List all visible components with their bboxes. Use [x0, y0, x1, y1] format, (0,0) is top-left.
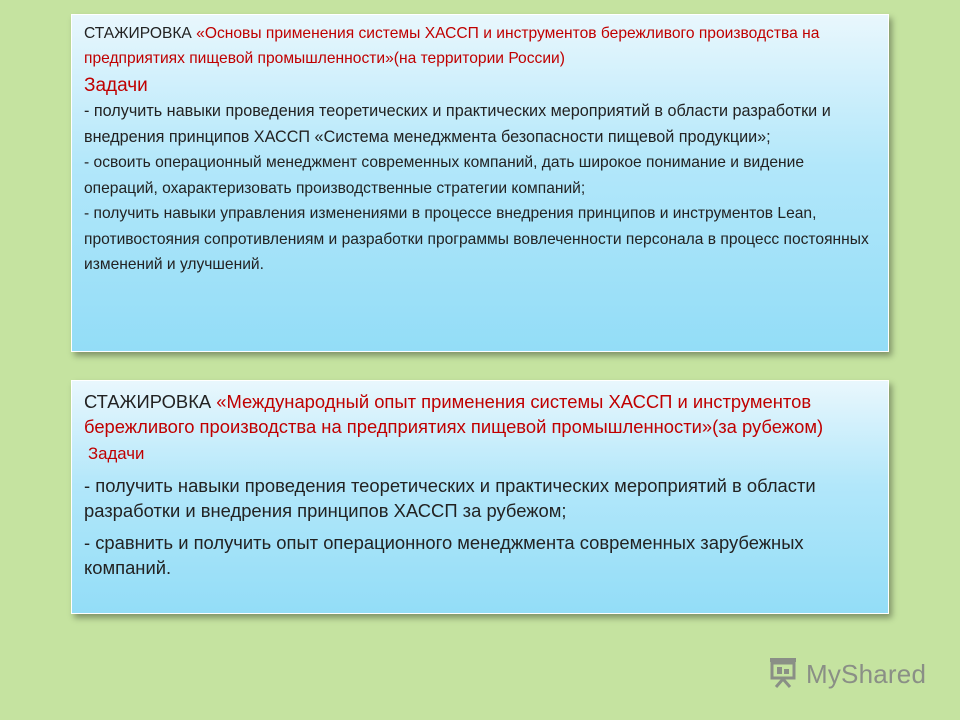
card-title-label: СТАЖИРОВКА — [84, 391, 212, 412]
tasks-heading: Задачи — [84, 75, 148, 96]
task-item: - получить навыки управления изменениями в процессе внедрения принципов и инструментов Lean, противостояния сопротивлениям и разработки программы вовлеченности персонала в процесс постоянных изменений и улучшений. — [84, 205, 869, 273]
task-item: - освоить операционный менеджмент современных компаний, дать широкое понимание и видение операций, охарактеризовать производственные стратегии компаний; — [84, 154, 805, 197]
card-title — [84, 21, 876, 71]
card-title — [84, 389, 876, 439]
card-title-text: «Основы применения системы ХАССП и инструментов бережливого производства на предприятиях пищевой промышленности»(на территории России) — [84, 25, 820, 67]
card-title-label: СТАЖИРОВКА — [84, 25, 192, 42]
presentation-board-icon — [766, 655, 800, 694]
internship-card-abroad — [71, 380, 889, 614]
task-item: - сравнить и получить опыт операционного менеджмента современных зарубежных компаний. — [84, 532, 804, 578]
myshared-watermark — [766, 656, 926, 692]
task-item: - получить навыки проведения теоретических и практических мероприятий в области разработки и внедрения принципов ХАССП за рубежом; — [84, 475, 816, 521]
task-item: - получить навыки проведения теоретических и практических мероприятий в области разработки и внедрения принципов ХАССП «Система менеджмента безопасности пищевой продукции»; — [84, 102, 831, 146]
internship-card-russia — [71, 14, 889, 352]
tasks-heading: Задачи — [88, 444, 145, 463]
card-title-text: «Международный опыт применения системы ХАССП и инструментов бережливого производства на предприятиях пищевой промышленности»(за рубежом) — [84, 391, 824, 437]
watermark-text: MyShared — [806, 658, 927, 689]
